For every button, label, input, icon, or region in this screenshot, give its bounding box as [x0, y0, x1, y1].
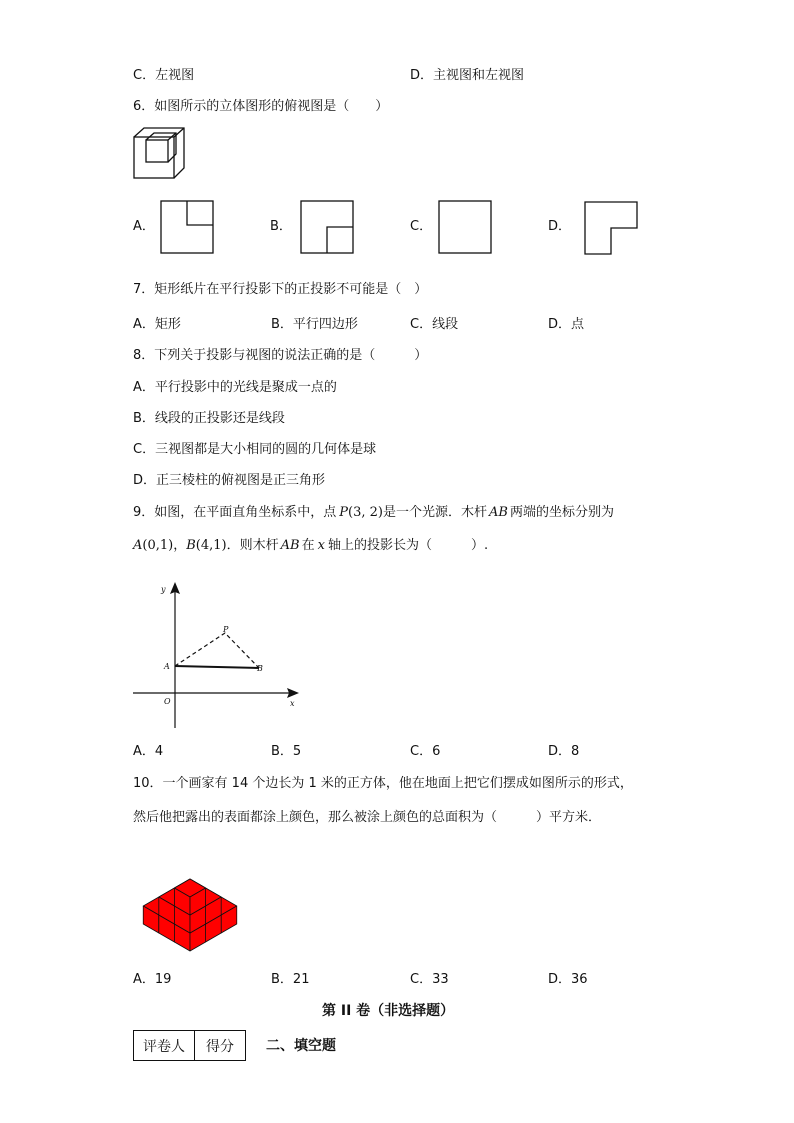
q10-option-b: B．21 — [271, 972, 310, 987]
q6-stem: 6．如图所示的立体图形的俯视图是（ ） — [133, 99, 389, 114]
q10-option-d: D．36 — [548, 972, 588, 987]
q9-point-a-label: A — [164, 662, 170, 671]
q9-point-b-label: B — [257, 664, 263, 673]
q10-stem-line2: 然后他把露出的表面都涂上颜色，那么被涂上颜色的总面积为（ ）平方米． — [133, 810, 602, 825]
q8-option-c: C．三视图都是大小相同的圆的几何体是球 — [133, 442, 377, 457]
q9-point-p-label: P — [223, 625, 229, 634]
q7-option-c: C．线段 — [410, 317, 459, 332]
q10-option-a: A．19 — [133, 972, 172, 987]
grader-cell: 评卷人 — [134, 1031, 195, 1061]
q6-option-d-label: D． — [548, 219, 572, 234]
q5-option-c: C．左视图 — [133, 68, 195, 83]
q6-option-d-figure — [584, 201, 638, 255]
q9-axis-y-label: y — [161, 585, 166, 594]
q8-option-a: A．平行投影中的光线是聚成一点的 — [133, 380, 337, 395]
q8-option-d: D．正三棱柱的俯视图是正三角形 — [133, 473, 326, 488]
section-title: 第 II 卷（非选择题） — [322, 1003, 455, 1019]
q8-option-b: B．线段的正投影还是线段 — [133, 411, 285, 426]
q9-option-c: C．6 — [410, 744, 441, 759]
part-heading: 二、填空题 — [266, 1038, 336, 1054]
q7-option-a: A．矩形 — [133, 317, 181, 332]
q9-stem-line2: A(0,1)，B(4,1)．则木杆 AB 在 x 轴上的投影长为（ ）. — [133, 538, 489, 553]
q10-stem-line1: 10．一个画家有 14 个边长为 1 米的正方体，他在地面上把它们摆成如图所示的形式， — [133, 776, 633, 791]
score-cell: 得分 — [195, 1031, 246, 1061]
q9-option-b: B．5 — [271, 744, 302, 759]
score-table — [133, 1030, 246, 1061]
q6-option-c-figure — [438, 200, 492, 254]
q6-option-c-label: C． — [410, 219, 433, 234]
q6-option-b-label: B． — [270, 219, 292, 234]
q10-option-c: C．33 — [410, 972, 449, 987]
q7-option-d: D．点 — [548, 317, 585, 332]
q6-option-b-figure — [300, 200, 354, 254]
q6-solid-figure — [133, 127, 185, 179]
q6-option-a-figure — [160, 200, 214, 254]
q9-option-a: A．4 — [133, 744, 164, 759]
q9-origin-label: O — [164, 697, 171, 706]
q9-option-d: D．8 — [548, 744, 580, 759]
q6-option-a-label: A． — [133, 219, 155, 234]
q9-stem-line1: 9．如图，在平面直角坐标系中，点 P(3, 2)是一个光源．木杆 AB 两端的坐标分别为 — [133, 505, 614, 520]
q9-axis-x-label: x — [290, 699, 295, 708]
q8-stem: 8．下列关于投影与视图的说法正确的是（ ） — [133, 348, 428, 363]
q5-option-d: D．主视图和左视图 — [410, 68, 525, 83]
q10-cube-stack-figure — [133, 843, 248, 961]
q7-stem: 7．矩形纸片在平行投影下的正投影不可能是（ ） — [133, 282, 428, 297]
q7-option-b: B．平行四边形 — [271, 317, 358, 332]
q9-coordinate-figure — [133, 580, 303, 730]
